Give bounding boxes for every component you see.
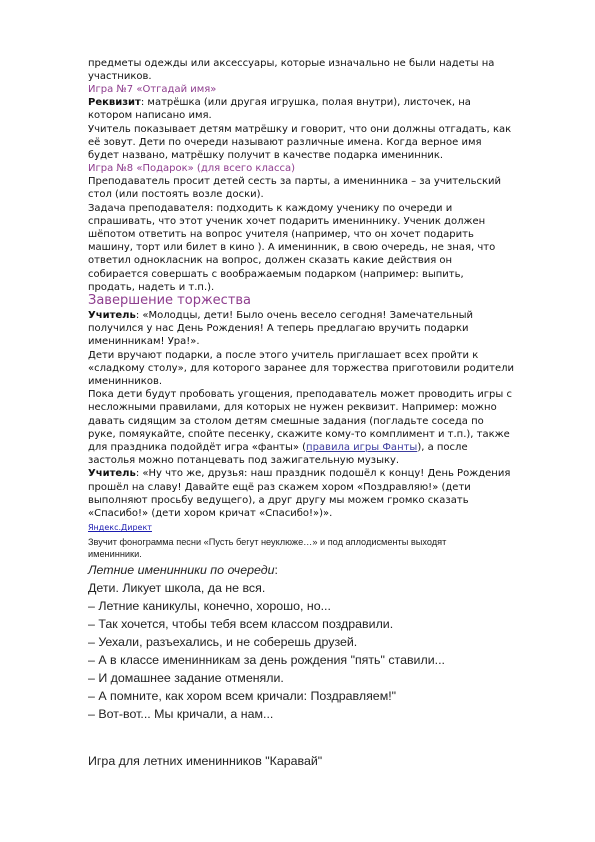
closing-p2-line: именинников. <box>88 376 163 388</box>
poem-section <box>88 561 558 723</box>
closing-p2-line: «сладкому столу», для которого заранее для торжества приготовили родители <box>88 362 515 374</box>
teacher2-line: «Спасибо!» (дети хором кричат «Спасибо!»)». <box>88 508 333 520</box>
teacher-text: : «Молодцы, дети! Было очень весело сегодня! Замечательный <box>135 310 474 321</box>
game8-desc-line: продать, надеть и т.п.). <box>88 281 215 293</box>
closing-p3-line: давать сидящим за столом детям смешные задания (погладьте соседа по <box>88 415 484 427</box>
game8-desc-line: Преподаватель просит детей сесть за парты, а именинника – за учительский <box>88 176 502 188</box>
game8-desc-line: ответил однокласник на вопрос, должен сказать какие действия он <box>88 255 453 267</box>
poem-line: – Так хочется, чтобы тебя всем классом поздравили. <box>88 617 394 631</box>
closing-p3-line: Пока дети будут пробовать угощения, преподаватель может проводить игры с <box>88 389 512 401</box>
poem-line: – И домашнее задание отменяли. <box>88 671 284 685</box>
poem-line: – Вот-вот... Мы кричали, а нам... <box>88 707 274 721</box>
closing-p3-line: несложными правилами, для которых не нужен реквизит. Например: можно <box>88 402 497 414</box>
closing-p3-line: руке, помяукайте, спойте песенку, скажите кому-то комплимент и т.п.), также <box>88 428 510 440</box>
game8-title: Игра №8 «Подарок» (для всего класса) <box>88 163 296 174</box>
closing-p3-link-line <box>88 441 558 454</box>
game8-desc-line: Задача преподавателя: подходить к каждому ученику по очереди и <box>88 202 453 214</box>
closing-p3-post: ), а после <box>417 442 468 454</box>
closing-p3-pre: для праздника подойдёт игра «фанты» ( <box>88 442 307 454</box>
teacher-line: именинникам! Ура!». <box>88 336 200 348</box>
yandex-direct-link[interactable]: Яндекс.Директ <box>88 523 152 533</box>
game8-desc-line: спрашивать, что этот ученик хочет подарить имениннику. Ученик должен <box>88 215 486 227</box>
phonogram-line: именинники. <box>88 549 142 559</box>
intro-paragraph <box>88 57 558 83</box>
teacher2-text: : «Ну что же, друзья: наш праздник подошёл к концу! День Рождения <box>135 468 511 480</box>
intro-line: участников. <box>88 71 152 83</box>
teacher2-line: прошёл на славу! Давайте ещё раз скажем хором «Поздравляю!» (дети <box>88 481 471 493</box>
game7-desc-line: её зовут. Дети по очереди называют различные имена. Когда верное имя <box>88 136 482 148</box>
poem-line: – А помните, как хором всем кричали: Поздравляем!" <box>88 689 397 703</box>
ad-line <box>88 521 558 534</box>
poem-heading: Летние именинники по очереди <box>88 563 275 577</box>
teacher2-label: Учитель <box>88 468 136 480</box>
final-title-block <box>88 754 558 768</box>
game7-title: Игра №7 «Отгадай имя» <box>88 84 217 95</box>
poem-line: – Уехали, разъехались, и не соберешь друзей. <box>88 635 358 649</box>
game8-section <box>88 162 558 294</box>
closing-section <box>88 293 558 534</box>
teacher-line <box>88 309 558 322</box>
game7-prop-line2: котором написано имя. <box>88 110 212 122</box>
teacher-line: получился у нас День Рождения! А теперь предлагаю вручить подарки <box>88 323 469 335</box>
game7-desc-line: Учитель показывает детям матрёшку и говорит, что они должны отгадать, как <box>88 123 512 135</box>
game7-desc-line: будет названо, матрёшку получит в качестве подарка именинник. <box>88 150 444 162</box>
closing-p3-line: застолья можно потанцевать под зажигательную музыку. <box>88 455 400 467</box>
poem-heading-colon: : <box>274 563 278 577</box>
fanty-rules-link[interactable]: правила игры Фанты <box>306 442 418 454</box>
game8-desc-line: стол (или постоять возле доски). <box>88 189 264 201</box>
teacher2-line: выполняют просьбу ведущего), а друг другу мы можем громко сказать <box>88 494 469 506</box>
phonogram-note <box>88 536 558 560</box>
phonogram-line: Звучит фонограмма песни «Пусть бегут неуклюже…» и под аплодисменты выходят <box>88 537 447 547</box>
poem-line: – А в классе именинникам за день рождения "пять" ставили... <box>88 653 445 667</box>
teacher-label: Учитель <box>88 310 136 321</box>
closing-p2-line: Дети вручают подарки, а после этого учитель приглашает всех пройти к <box>88 349 479 361</box>
closing-heading: Завершение торжества <box>88 293 252 308</box>
intro-line: предметы одежды или аксессуары, которые изначально не были надеты на <box>88 58 495 69</box>
final-title: Игра для летних именинников "Каравай" <box>88 754 323 768</box>
game7-prop-label: Реквизит <box>88 97 141 109</box>
poem-heading-line <box>88 561 558 579</box>
game7-prop-text: : матрёшка (или другая игрушка, полая внутри), листочек, на <box>140 97 471 109</box>
game8-desc-line: шёпотом ответить на вопрос учителя (например, что он хочет подарить <box>88 229 474 241</box>
poem-line: Дети. Ликует школа, да не вся. <box>88 581 266 595</box>
game8-desc-line: собирается совершать с воображаемым подарком (например: выпить, <box>88 268 464 280</box>
game7-prop-line <box>88 96 558 109</box>
poem-line: – Летние каникулы, конечно, хорошо, но... <box>88 599 331 613</box>
game7-section <box>88 83 558 162</box>
teacher2-line <box>88 467 558 480</box>
game8-desc-line: машину, торт или билет в кино ). А именинник, в свою очередь, не зная, что <box>88 242 496 254</box>
